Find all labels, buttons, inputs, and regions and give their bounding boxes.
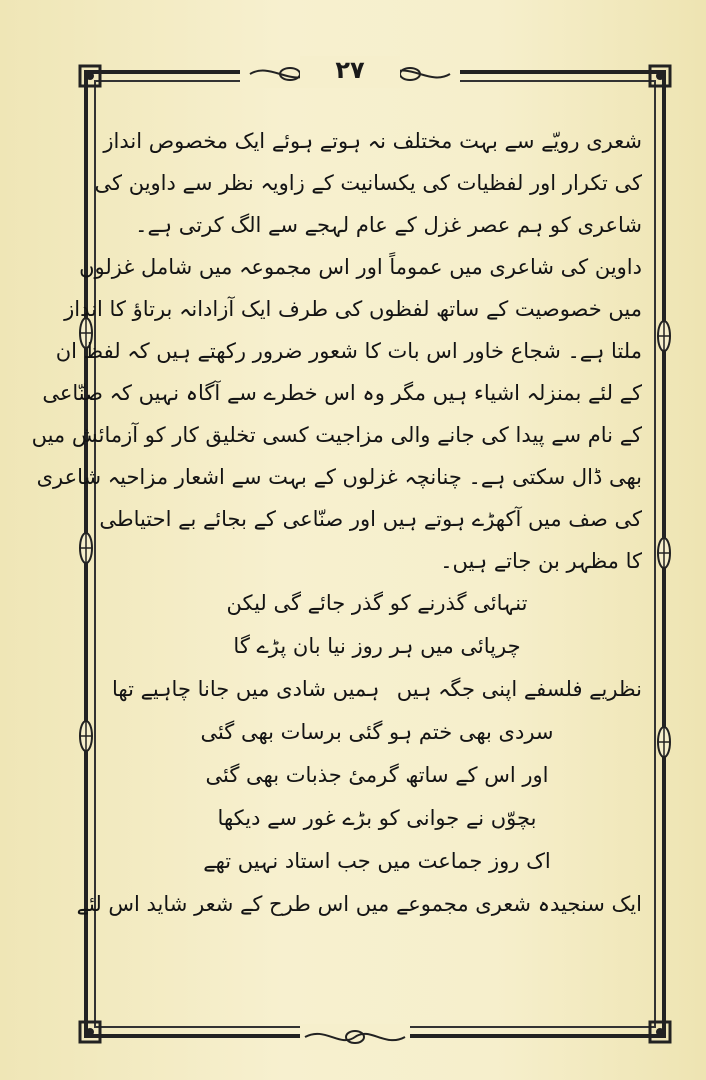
paragraph-1-line: شعری رویّے سے بہت مختلف نہ ہوتے ہوئے ایک مخصوص انداز: [103, 129, 642, 153]
verse-hemistich-right: نظریے فلسفے اپنی جگہ ہیں: [396, 677, 642, 701]
paragraph-1-line: کی تکرار اور لفظیات کی یکسانیت کے زاویہ نظر سے داوین کی: [94, 171, 642, 195]
page-number: ۲۷: [300, 56, 400, 86]
side-ornament-left-middle: [78, 530, 94, 566]
paragraph-2-line: داوین کی شاعری میں عموماً اور اس مجموعہ میں شامل غزلوں: [79, 255, 642, 279]
corner-ornament-bottom-right: [648, 1020, 672, 1044]
side-ornament-right-lower: [656, 724, 672, 760]
paragraph-2-line: کے نام سے پیدا کی جانے والی مزاجیت کسی تخلیق کار کو آزمائش میں: [31, 423, 642, 447]
paragraph-2-line: ملتا ہے۔ شجاع خاور اس بات کا شعور ضرور رکھتے ہیں کہ لفظ ان: [55, 339, 642, 363]
verse-couplet-line: [112, 668, 642, 711]
bottom-flourish-ornament: [300, 1024, 410, 1050]
verse-line: اور اس کے ساتھ گرمیٔ جذبات بھی گئی: [205, 763, 549, 787]
verse-line: سردی بھی ختم ہو گئی برسات بھی گئی: [200, 720, 554, 744]
verse-line: اک روز جماعت میں جب استاد نہیں تھے: [203, 849, 551, 873]
side-ornament-right-upper: [656, 318, 672, 354]
paragraph-2-line: کا مظہر بن جاتے ہیں۔: [440, 549, 642, 573]
paragraph-2-line: کے لئے بمنزلہ اشیاء ہیں مگر وہ اس خطرے سے آگاہ نہیں کہ صنّاعی: [42, 381, 642, 405]
verse-hemistich-left: ہمیں شادی میں جانا چاہیے تھا: [112, 677, 380, 701]
verse-line: بچوّں نے جوانی کو بڑے غور سے دیکھا: [217, 806, 537, 830]
paragraph-2-line: میں خصوصیت کے ساتھ لفظوں کی طرف ایک آزادانہ برتاؤ کا انداز: [64, 297, 642, 321]
paragraph-2-line: کی صف میں آکھڑے ہوتے ہیں اور صنّاعی کے بجائے بے احتیاطی: [99, 507, 642, 531]
corner-ornament-top-left: [78, 64, 102, 88]
side-ornament-left-lower: [78, 718, 94, 754]
paragraph-2-line: بھی ڈال سکتی ہے۔ چنانچہ غزلوں کے بہت سے اشعار مزاحیہ شاعری: [36, 465, 642, 489]
corner-ornament-top-right: [648, 64, 672, 88]
corner-ornament-bottom-left: [78, 1020, 102, 1044]
verse-line: تنہائی گذرنے کو گذر جائے گی لیکن: [226, 591, 528, 615]
verse-line: چرپائی میں ہر روز نیا بان پڑے گا: [233, 634, 521, 658]
paragraph-1-line: شاعری کو ہم عصر غزل کے عام لہجے سے الگ کرتی ہے۔: [135, 213, 642, 237]
page-text: [31, 120, 642, 925]
closing-paragraph-line: ایک سنجیدہ شعری مجموعے میں اس طرح کے شعر شاید اس لئے: [76, 892, 642, 916]
side-ornament-right-middle: [656, 535, 672, 571]
